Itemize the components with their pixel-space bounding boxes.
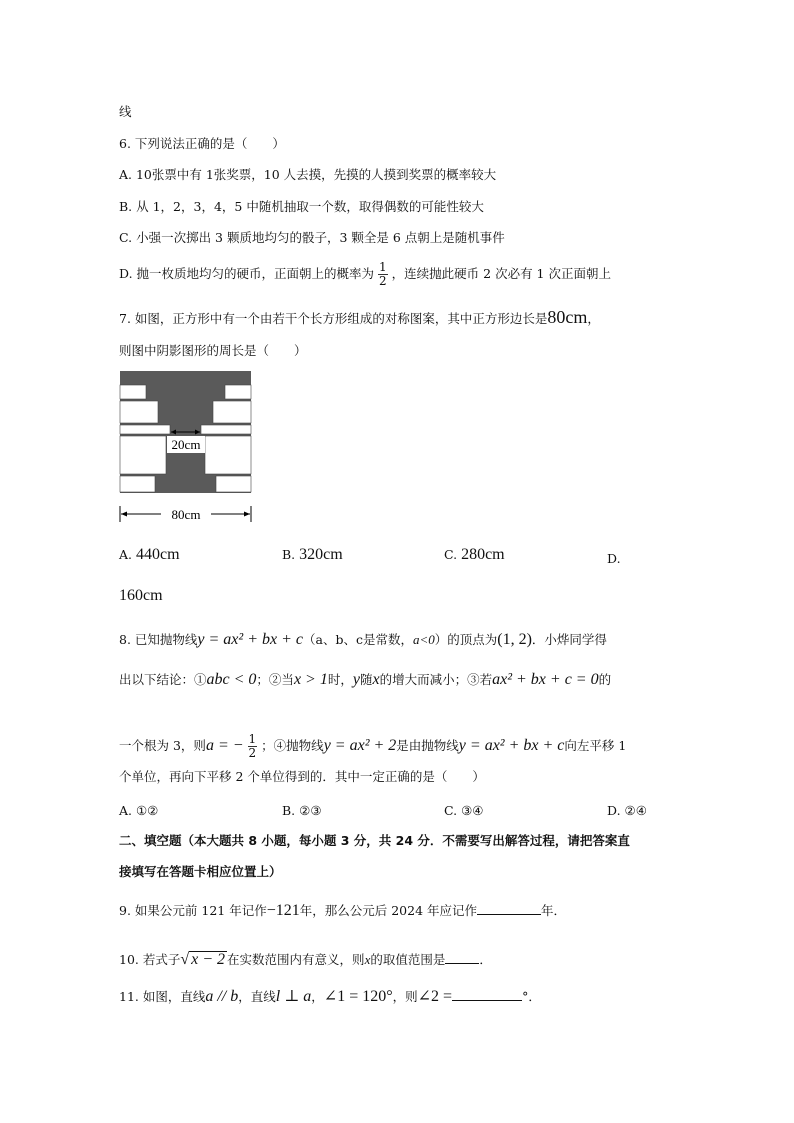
question-6: 6. 下列说法正确的是（ ） (119, 136, 285, 151)
question-8-line4: 个单位，再向下平移 2 个单位得到的．其中一定正确的是（ ） (119, 769, 485, 784)
q7-option-c: C. 280cm (444, 546, 505, 563)
right-rect-3 (205, 436, 251, 474)
left-rect-3 (120, 436, 166, 474)
section-2-heading-line2: 接填写在答题卡相应位置上） (119, 864, 282, 879)
symmetric-pattern-figure (119, 370, 253, 526)
q7-option-a: A. 440cm (119, 546, 180, 563)
q8-option-c: C. ③④ (444, 803, 484, 818)
question-8-line2: 出以下结论：①abc < 0；②当x > 1时，y随x的增大而减小；③若ax² + bx + c = 0的 (119, 671, 612, 688)
section-2-heading: 二、填空题（本大题共 8 小题，每小题 3 分，共 24 分．不需要写出解答过程，请把答案直 (119, 833, 630, 848)
fraction-half: $\frac{1}{2}$ (379, 260, 387, 288)
left-rect-2 (120, 401, 158, 423)
question-10: 10. 若式子√ x − 2 在实数范围内有意义，则x的取值范围是 ． (119, 951, 492, 968)
q7-option-d-value: 160cm (119, 587, 163, 604)
bottom-arrowhead-left (121, 512, 127, 517)
right-rect-2 (213, 401, 251, 423)
q6-option-c: C. 小强一次掷出 3 颗质地均匀的骰子，3 颗全是 6 点朝上是随机事件 (119, 230, 505, 245)
question-8-line1: 8. 已知抛物线y = ax² + bx + c（a、b、c是常数，a<0）的顶点为(1, 2)．小烨同学得 (119, 631, 607, 648)
q10-answer-blank (445, 951, 479, 964)
q7-option-d: D. (607, 551, 621, 566)
left-rect-1 (120, 385, 146, 399)
question-7-line2: 则图中阴影图形的周长是（ ） (119, 343, 307, 358)
left-rect-bar (120, 425, 170, 434)
right-rect-bar (201, 425, 251, 434)
q9-answer-blank (477, 902, 541, 915)
left-rect-4 (120, 476, 155, 492)
fraction-half-2: $\frac{1}{2}$ (248, 732, 257, 760)
question-8-line3: 一个根为 3，则a = − $\frac{1}{2}$ ；④抛物线y = ax² + 2是由抛物线y = ax² + bx + c向左平移 1 (119, 732, 627, 760)
q6-option-b: B. 从 1，2，3，4，5 中随机抽取一个数，取得偶数的可能性较大 (119, 199, 484, 214)
q8-option-b: B. ②③ (282, 803, 322, 818)
text-line: 线 (119, 104, 132, 119)
q6-option-a: A. 10张票中有 1张奖票，10 人去摸，先摸的人摸到奖票的概率较大 (119, 167, 497, 182)
question-11: 11. 如图，直线a // b，直线l ⊥ a，∠1 = 120°，则∠2 = °． (119, 988, 541, 1005)
right-rect-1 (225, 385, 251, 399)
bottom-label: 80cm (171, 507, 201, 522)
q8-option-a: A. ①② (119, 803, 159, 818)
square-root-expression: √ x − 2 (180, 951, 226, 968)
question-9: 9. 如果公元前 121 年记作−121年，那么公元后 2024 年应记作 年． (119, 902, 567, 919)
q8-option-d: D. ②④ (607, 803, 647, 818)
q11-answer-blank (452, 988, 522, 1001)
inner-label: 20cm (171, 437, 201, 452)
right-rect-4 (216, 476, 251, 492)
question-7: 7. 如图，正方形中有一个由若干个长方形组成的对称图案，其中正方形边长是80cm， (119, 307, 600, 327)
bottom-arrowhead-right (244, 512, 250, 517)
q7-option-b: B. 320cm (282, 546, 343, 563)
q6-option-d: D. 抛一枚质地均匀的硬币，正面朝上的概率为 $\frac{1}{2}$ ，连续抛此硬币 2 次必有 1 次正面朝上 (119, 260, 611, 288)
